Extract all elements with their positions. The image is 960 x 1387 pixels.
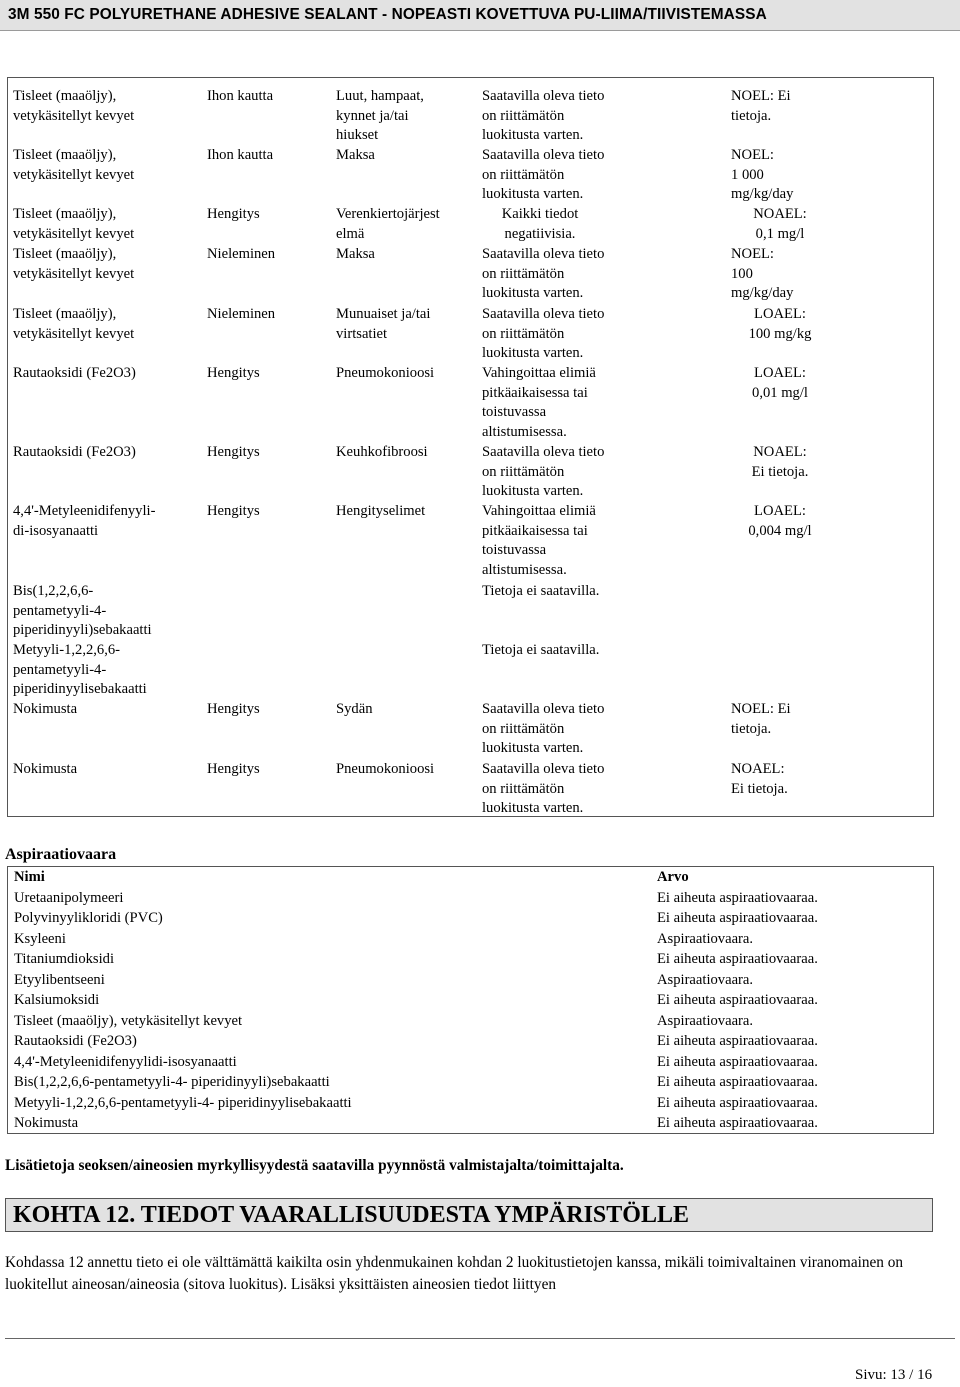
table-cell-organ: Luut, hampaat, kynnet ja/tai hiukset [336, 88, 424, 144]
table-cell-organ: Verenkiertojärjest elmä [336, 206, 440, 242]
document-header [0, 0, 960, 31]
aspiration-row-value: Ei aiheuta aspiraatiovaaraa. [657, 889, 818, 906]
page-number: Sivu: 13 / 16 [855, 1367, 933, 1383]
table-cell-result: Tietoja ei saatavilla. [482, 583, 600, 599]
table-cell-result: Kaikki tiedot negatiivisia. [501, 206, 579, 242]
aspiration-row-value: Ei aiheuta aspiraatiovaaraa. [657, 1094, 818, 1111]
table-cell-organ: Sydän [336, 701, 373, 717]
table-cell-dose: NOAEL: Ei tietoja. [751, 444, 809, 480]
aspiration-header-name: Nimi [14, 869, 45, 885]
table-cell-organ: Pneumokonioosi [336, 365, 435, 381]
table-cell-substance: Tisleet (maaöljy), vetykäsitellyt kevyet [13, 147, 135, 183]
table-cell-route: Nieleminen [207, 246, 276, 262]
table-cell-result: Saatavilla oleva tieto on riittämätön luokitusta varten. [482, 147, 605, 203]
table-cell-route: Nieleminen [207, 306, 276, 322]
table-cell-result: Saatavilla oleva tieto on riittämätön luokitusta varten. [482, 701, 605, 757]
aspiration-row-value: Ei aiheuta aspiraatiovaaraa. [657, 910, 818, 926]
aspiration-row-name: Etyylibentseeni [14, 971, 105, 988]
additional-info-note: Lisätietoja seoksen/aineosien myrkyllisyydestä saatavilla pyynnöstä valmistajalta/toimittajalta. [5, 1157, 624, 1174]
table-cell-substance: Rautaoksidi (Fe2O3) [13, 365, 136, 381]
table-cell-route: Ihon kautta [207, 88, 274, 104]
aspiration-row-name: Ksyleeni [14, 930, 66, 947]
table-cell-dose: NOEL: Ei tietoja. [731, 88, 791, 124]
table-cell-result: Saatavilla oleva tieto on riittämätön luokitusta varten. [482, 761, 605, 817]
aspiration-row-value: Ei aiheuta aspiraatiovaaraa. [657, 1033, 818, 1049]
aspiration-row-value: Aspiraatiovaara. [657, 930, 754, 947]
aspiration-title: Aspiraatiovaara [5, 846, 117, 863]
table-cell-substance: Metyyli-1,2,2,6,6- pentametyyli-4- piperidinyylisebakaatti [13, 642, 147, 698]
table-cell-dose: NOAEL: Ei tietoja. [731, 761, 788, 797]
aspiration-row-value: Aspiraatiovaara. [657, 1012, 754, 1029]
aspiration-row-name: Metyyli-1,2,2,6,6-pentametyyli-4- piperidinyylisebakaatti [14, 1094, 352, 1111]
table-cell-result: Saatavilla oleva tieto on riittämätön luokitusta varten. [482, 88, 605, 144]
aspiration-row-value: Ei aiheuta aspiraatiovaaraa. [657, 1074, 818, 1090]
table-cell-result: Vahingoittaa elimiä pitkäaikaisessa tai toistuvassa altistumisessa. [482, 503, 596, 578]
aspiration-row-name: Rautaoksidi (Fe2O3) [14, 1033, 137, 1049]
section-12-heading [5, 1198, 933, 1232]
table-cell-substance: Tisleet (maaöljy), vetykäsitellyt kevyet [13, 206, 135, 242]
table-cell-route: Hengitys [207, 761, 260, 777]
table-cell-dose: LOAEL: 100 mg/kg [748, 306, 812, 342]
table-cell-substance: Tisleet (maaöljy), vetykäsitellyt kevyet [13, 246, 135, 282]
table-cell-organ: Munuaiset ja/tai virtsatiet [336, 306, 431, 342]
aspiration-row-name: Uretaanipolymeeri [14, 889, 124, 906]
table-cell-dose: NOEL: 1 000 mg/kg/day [731, 147, 794, 203]
table-cell-organ: Hengityselimet [336, 503, 426, 519]
table-cell-route: Hengitys [207, 365, 260, 381]
aspiration-row-value: Ei aiheuta aspiraatiovaaraa. [657, 992, 818, 1008]
table-cell-substance: Nokimusta [13, 701, 78, 717]
table-cell-substance: Tisleet (maaöljy), vetykäsitellyt kevyet [13, 88, 135, 124]
table-cell-dose: NOEL: Ei tietoja. [731, 701, 791, 737]
aspiration-row-name: Nokimusta [14, 1115, 79, 1131]
table-cell-dose: LOAEL: 0,004 mg/l [748, 503, 812, 539]
table-cell-route: Hengitys [207, 503, 260, 519]
table-cell-result: Vahingoittaa elimiä pitkäaikaisessa tai toistuvassa altistumisessa. [482, 365, 596, 440]
aspiration-row-name: Titaniumdioksidi [14, 951, 115, 967]
table-cell-result: Tietoja ei saatavilla. [482, 642, 600, 658]
table-cell-organ: Maksa [336, 246, 375, 262]
table-cell-organ: Keuhkofibroosi [336, 444, 428, 460]
aspiration-row-value: Ei aiheuta aspiraatiovaaraa. [657, 1115, 818, 1131]
table-cell-result: Saatavilla oleva tieto on riittämätön luokitusta varten. [482, 306, 605, 362]
aspiration-header-value: Arvo [657, 869, 689, 885]
table-cell-route: Hengitys [207, 701, 260, 717]
table-cell-substance: Nokimusta [13, 761, 78, 777]
section-title: KOHTA 12. TIEDOT VAARALLISUUDESTA YMPÄRISTÖLLE [13, 1202, 689, 1228]
aspiration-row-value: Ei aiheuta aspiraatiovaaraa. [657, 951, 818, 967]
table-cell-organ: Pneumokonioosi [336, 761, 435, 777]
table-cell-dose: NOEL: 100 mg/kg/day [731, 246, 794, 302]
table-cell-result: Saatavilla oleva tieto on riittämätön luokitusta varten. [482, 444, 605, 500]
document-title: 3M 550 FC POLYURETHANE ADHESIVE SEALANT - NOPEASTI KOVETTUVA PU-LIIMA/TIIVISTEMASSA [8, 6, 767, 23]
table-cell-route: Ihon kautta [207, 147, 274, 163]
aspiration-row-name: Polyvinyylikloridi (PVC) [14, 910, 163, 926]
aspiration-row-value: Aspiraatiovaara. [657, 971, 754, 988]
table-cell-route: Hengitys [207, 206, 260, 222]
section-12-paragraph: Kohdassa 12 annettu tieto ei ole välttämättä kaikilta osin yhdenmukainen kohdan 2 luokitustietojen kanssa, mikäli toimivaltainen viranomainen on luokitellut aineosan/aineosia (sitova luokitus). Lisäksi yksittäisten aineosien tiedot liittyen [5, 1254, 904, 1293]
table-cell-substance: Bis(1,2,2,6,6- pentametyyli-4- piperidinyyli)sebakaatti [13, 583, 152, 639]
footer-divider [5, 1338, 955, 1339]
table-cell-organ: Maksa [336, 147, 375, 163]
table-cell-dose: LOAEL: 0,01 mg/l [752, 365, 808, 401]
aspiration-row-name: Tisleet (maaöljy), vetykäsitellyt kevyet [14, 1012, 243, 1029]
table-cell-dose: NOAEL: 0,1 mg/l [753, 206, 807, 242]
table-cell-substance: Tisleet (maaöljy), vetykäsitellyt kevyet [13, 306, 135, 342]
aspiration-row-name: Bis(1,2,2,6,6-pentametyyli-4- piperidinyyli)sebakaatti [14, 1074, 330, 1090]
aspiration-row-name: 4,4'-Metyleenidifenyylidi-isosyanaatti [14, 1053, 237, 1070]
aspiration-row-name: Kalsiumoksidi [14, 992, 100, 1008]
table-cell-route: Hengitys [207, 444, 260, 460]
table-cell-substance: 4,4'-Metyleenidifenyyli- di-isosyanaatti [13, 503, 156, 539]
table-cell-substance: Rautaoksidi (Fe2O3) [13, 444, 136, 460]
aspiration-row-value: Ei aiheuta aspiraatiovaaraa. [657, 1053, 818, 1070]
table-cell-result: Saatavilla oleva tieto on riittämätön luokitusta varten. [482, 246, 605, 302]
